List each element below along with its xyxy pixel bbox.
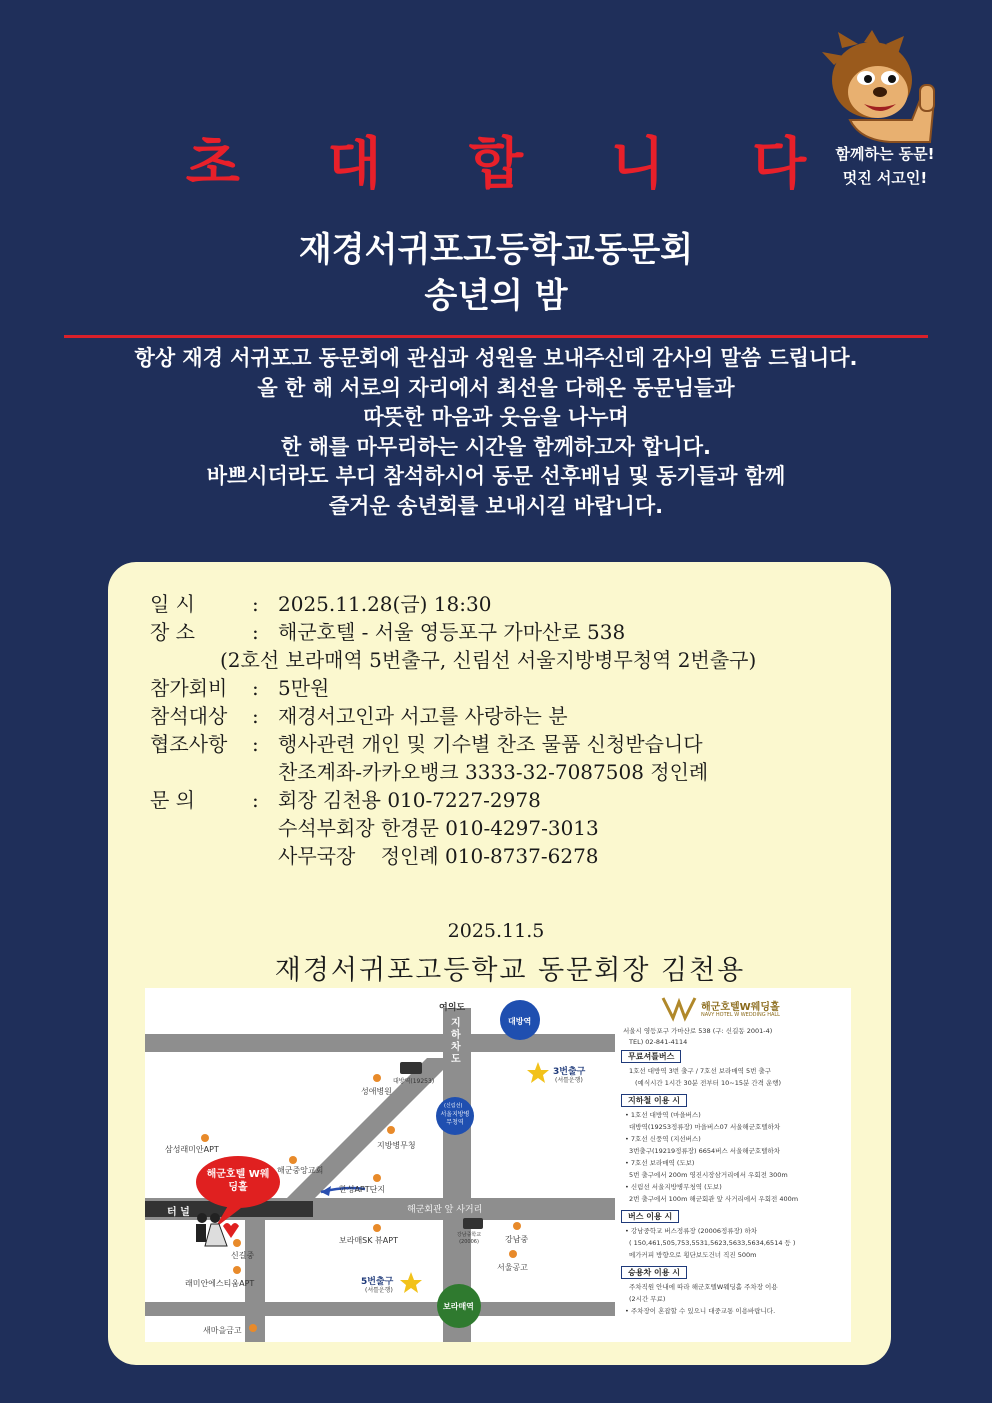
shuttle-title: 무료셔틀버스 bbox=[621, 1050, 681, 1063]
info-line: 메가커피 방향으로 횡단보도건너 직진 500m bbox=[629, 1251, 757, 1259]
detail-fee bbox=[150, 674, 329, 702]
map-marker bbox=[513, 1222, 521, 1230]
detail-contact bbox=[150, 786, 541, 814]
detail-separator: : bbox=[252, 704, 259, 728]
hotel-name-en: NAVY HOTEL W WEDDING HALL bbox=[701, 1012, 780, 1018]
map-label: 5번출구 bbox=[361, 1277, 394, 1287]
slogan bbox=[810, 142, 960, 190]
contact-line: 수석부회장 한경문 010-4297-3013 bbox=[278, 816, 599, 840]
signature-line: 재경서귀포고등학교 동문회장 김천용 bbox=[274, 955, 746, 986]
detail-label: 문 의 bbox=[150, 788, 195, 812]
map-marker bbox=[373, 1174, 381, 1182]
detail-place-note: (2호선 보라매역 5번출구, 신림선 서울지방병무청역 2번출구) bbox=[220, 648, 757, 672]
detail-label: 참가회비 bbox=[150, 676, 228, 700]
map-label: 대방역(19253) bbox=[393, 1078, 435, 1085]
info-line: 3번출구(19219정류장) 6654버스 서울해군호텔하차 bbox=[629, 1147, 781, 1155]
map-label: (신림선) bbox=[444, 1103, 463, 1109]
map-marker bbox=[373, 1224, 381, 1232]
info-line: • 7호선 신풍역 (지선버스) bbox=[625, 1135, 701, 1143]
detail-value: 5만원 bbox=[278, 676, 330, 700]
detail-value: 2025.11.28(금) 18:30 bbox=[278, 592, 492, 616]
detail-separator: : bbox=[252, 732, 259, 756]
map-label: 서울지방병무청역 bbox=[440, 1111, 470, 1126]
detail-target bbox=[150, 702, 568, 730]
detail-support-account: 찬조계좌-카카오뱅크 3333-32-7087508 정인례 bbox=[278, 760, 709, 784]
info-line: 2번 출구에서 100m 해군회관 앞 사거리에서 우회전 400m bbox=[629, 1195, 799, 1203]
map-marker bbox=[387, 1126, 395, 1134]
greeting-line: 따뜻한 마음과 웃음을 나누며 bbox=[363, 405, 629, 429]
info-line: 5번 출구에서 200m 영진시장삼거리에서 우회전 300m bbox=[629, 1171, 788, 1179]
slogan-line: 함께하는 동문! bbox=[835, 145, 935, 163]
invitation-title: 초 대 합 니 다 bbox=[185, 132, 841, 197]
info-line: ( 150,461,505,753,5531,5623,5633,5634,6514 등 ) bbox=[629, 1239, 796, 1247]
map-label: 래미안에스티움APT bbox=[185, 1279, 255, 1288]
detail-separator: : bbox=[252, 676, 259, 700]
map-label: 삼성래미안APT bbox=[165, 1145, 219, 1154]
detail-label: 일 시 bbox=[150, 592, 195, 616]
detail-place bbox=[150, 618, 625, 646]
detail-value: 행사관련 개인 및 기수별 찬조 물품 신청받습니다 bbox=[278, 732, 703, 756]
hotel-address: 서울시 영등포구 가마산로 538 (구: 신길동 2001-4) bbox=[623, 1027, 773, 1035]
greeting-line: 한 해를 마무리하는 시간을 함께하고자 합니다. bbox=[281, 434, 711, 459]
info-line: 대방역(19253정류장) 마을버스07 서울해군호텔하차 bbox=[629, 1123, 781, 1131]
map-label: 보라매SK 뷰APT bbox=[339, 1236, 398, 1245]
slogan-line: 멋진 서고인! bbox=[842, 169, 928, 187]
detail-support bbox=[150, 730, 703, 758]
greeting-line: 항상 재경 서귀포고 동문회에 관심과 성원을 보내주신데 감사의 말씀 드립니다. bbox=[134, 346, 858, 370]
detail-separator: : bbox=[252, 620, 259, 644]
mascot-icon bbox=[820, 30, 950, 145]
map-label: 신길중 bbox=[231, 1251, 255, 1260]
map-label: 지방병무청 bbox=[377, 1141, 416, 1150]
detail-separator: : bbox=[252, 788, 259, 812]
detail-time bbox=[150, 590, 491, 618]
map-marker bbox=[233, 1266, 241, 1274]
info-line: 1호선 대방역 3번 출구 / 7호선 보라매역 5번 출구 bbox=[629, 1067, 772, 1075]
contact-line: 회장 김천용 010-7227-2978 bbox=[278, 788, 541, 812]
map-marker bbox=[509, 1250, 517, 1258]
contact-line: 사무국장 정인례 010-8737-6278 bbox=[278, 844, 599, 868]
greeting-message bbox=[30, 344, 962, 521]
hotel-badge-label: 해군호텔 W웨딩홀 bbox=[206, 1169, 270, 1193]
info-line: • 7호선 보라매역 (도보) bbox=[625, 1159, 695, 1167]
info-line: • 1호선 대방역 (마을버스) bbox=[625, 1111, 701, 1119]
map-label: 한성APT단지 bbox=[339, 1185, 386, 1194]
detail-separator: : bbox=[252, 592, 259, 616]
hotel-tel: TEL) 02-841-4114 bbox=[629, 1038, 688, 1046]
greeting-line: 올 한 해 서로의 자리에서 최선을 다해온 동문님들과 bbox=[257, 375, 735, 400]
map-label: 서울공고 bbox=[497, 1263, 528, 1272]
info-line: • 주차장이 혼잡할 수 있으니 대중교통 이용바랍니다. bbox=[625, 1307, 776, 1315]
map-label: 강남중학교(20006) bbox=[456, 1232, 482, 1245]
info-line: (2시간 무료) bbox=[629, 1295, 666, 1303]
map-label: 해군중앙교회 bbox=[277, 1166, 324, 1175]
car-title: 승용차 이용 시 bbox=[621, 1266, 687, 1279]
greeting-line: 즐거운 송년회를 보내시길 바랍니다. bbox=[328, 493, 664, 518]
map-label: 3번출구 bbox=[553, 1067, 586, 1077]
issue-date: 2025.11.5 bbox=[447, 920, 545, 942]
map-label: 새마을금고 bbox=[203, 1326, 242, 1335]
subway-title: 지하철 이용 시 bbox=[621, 1094, 687, 1107]
map-marker bbox=[201, 1134, 209, 1142]
hotel-name: 해군호텔W웨딩홀 bbox=[701, 1002, 780, 1013]
map-label: 보라매역 bbox=[443, 1302, 474, 1311]
detail-label: 참석대상 bbox=[150, 704, 228, 728]
map-label: 지하차도 bbox=[451, 1018, 461, 1065]
bus-title: 버스 이용 시 bbox=[621, 1210, 679, 1223]
info-line: • 강남중학교 버스정류장 (20006정류장) 하차 bbox=[625, 1227, 758, 1235]
map-marker bbox=[249, 1324, 257, 1332]
location-map bbox=[145, 988, 851, 1342]
map-marker bbox=[289, 1156, 297, 1164]
map-label: (셔틀운행) bbox=[555, 1077, 583, 1084]
map-label: 성애병원 bbox=[361, 1087, 392, 1096]
divider bbox=[64, 335, 928, 338]
event-name: 송년의 밤 bbox=[424, 276, 568, 316]
info-line: 주차직원 안내에 따라 해군호텔W웨딩홀 주차장 이용 bbox=[629, 1283, 778, 1291]
map-label: 해군회관 앞 사거리 bbox=[407, 1205, 483, 1215]
detail-label: 협조사항 bbox=[150, 732, 228, 756]
map-label: 대방역 bbox=[508, 1017, 532, 1026]
info-line: (예식시간 1시간 30분 전부터 10~15분 간격 운행) bbox=[635, 1079, 782, 1087]
organization-name: 재경서귀포고등학교동문회 bbox=[298, 230, 694, 270]
detail-label: 장 소 bbox=[150, 620, 195, 644]
greeting-line: 바쁘시더라도 부디 참석하시어 동문 선후배님 및 동기들과 함께 bbox=[206, 464, 786, 488]
detail-value: 재경서고인과 서고를 사랑하는 분 bbox=[278, 704, 568, 728]
info-line: • 신림선 서울지방병무청역 (도보) bbox=[625, 1183, 722, 1191]
detail-value: 해군호텔 - 서울 영등포구 가마산로 538 bbox=[278, 620, 626, 644]
map-marker bbox=[373, 1074, 381, 1082]
map-label: 여의도 bbox=[439, 1003, 466, 1013]
map-label: 터 널 bbox=[167, 1207, 190, 1218]
map-label: (셔틀운행) bbox=[365, 1287, 393, 1294]
map-marker bbox=[233, 1239, 241, 1247]
map-label: 강남중 bbox=[505, 1235, 529, 1244]
